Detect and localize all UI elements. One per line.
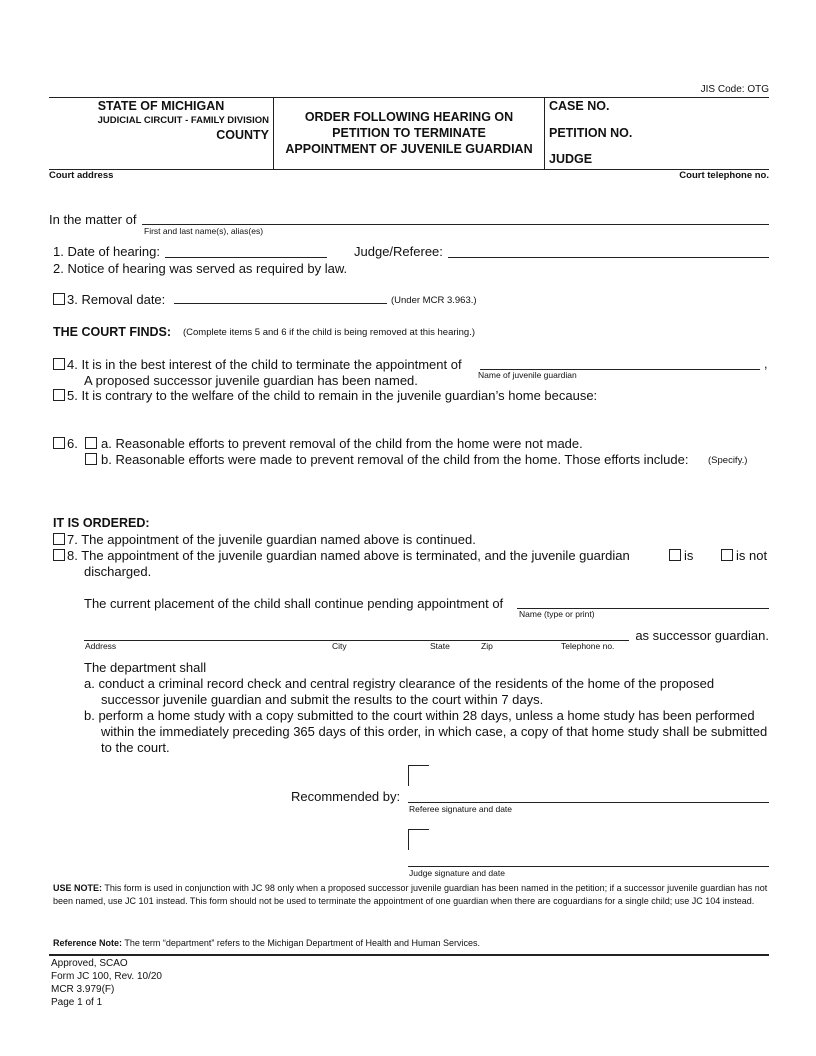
item8-checkbox[interactable] [53, 549, 65, 561]
reference-note-label: Reference Note: [53, 938, 123, 948]
item8-is-label: is [684, 548, 694, 563]
item7-checkbox[interactable] [53, 533, 65, 545]
header-top-rule [49, 97, 769, 98]
referee-signature-field[interactable] [408, 802, 769, 803]
state-label: STATE OF MICHIGAN [97, 99, 225, 113]
use-note-label: USE NOTE: [53, 883, 103, 893]
circuit-label: JUDICIAL CIRCUIT - FAMILY DIVISION [97, 115, 269, 126]
zip-sublabel: Zip [481, 641, 493, 651]
item4-checkbox[interactable] [53, 358, 65, 370]
header-divider-right [544, 97, 545, 169]
county-label: COUNTY [216, 128, 269, 142]
dept-a-line1: a. conduct a criminal record check and central registry clearance of the residents of the home of the proposed [84, 676, 715, 691]
item3-checkbox[interactable] [53, 293, 65, 305]
item6-checkbox[interactable] [53, 437, 65, 449]
placement-text: The current placement of the child shall continue pending appointment of [84, 596, 504, 611]
address-sublabel: Address [85, 641, 117, 651]
item6b-text: b. Reasonable efforts were made to prevent removal of the child from the home. Those efforts include: [101, 452, 689, 467]
form-title-line2: PETITION TO TERMINATE [332, 126, 486, 140]
case-no-label: CASE NO. [549, 99, 610, 113]
item3-note: (Under MCR 3.963.) [391, 295, 477, 306]
reference-note-text: The term “department” refers to the Michigan Department of Health and Human Services. [124, 938, 481, 948]
dept-a-line2: successor juvenile guardian and submit the results to the court within 7 days. [101, 692, 544, 707]
court-finds-note: (Complete items 5 and 6 if the child is being removed at this hearing.) [183, 327, 476, 338]
item6b-specify: (Specify.) [708, 455, 748, 466]
judge-referee-label: Judge/Referee: [354, 244, 443, 259]
item4-line1: 4. It is in the best interest of the child to terminate the appointment of [67, 357, 462, 372]
item3-label: 3. Removal date: [67, 292, 166, 307]
recommended-by-label: Recommended by: [291, 789, 401, 804]
item6a-checkbox[interactable] [85, 437, 97, 449]
item5-checkbox[interactable] [53, 389, 65, 401]
dept-b-line1: b. perform a home study with a copy submitted to the court within 28 days, unless a home study has been performed [84, 708, 755, 723]
matter-sublabel: First and last name(s), alias(es) [144, 226, 264, 236]
footer-form-number: Form JC 100, Rev. 10/20 [51, 971, 162, 982]
item4-comma: , [764, 357, 768, 371]
item6-number: 6. [67, 436, 78, 451]
use-note-text: This form is used in conjunction with JC 98 only when a proposed successor juvenile guardian has been named in the petition; if a successor juvenile guardian has not been named, use JC 101 instead. This form should not be used to terminate the appointment of one guardian when there are coguardians for a single child; use JC 104 instead. [53, 883, 768, 906]
item8-isnot-checkbox[interactable] [721, 549, 733, 561]
judge-label: JUDGE [549, 152, 593, 166]
form-title-line3: APPOINTMENT OF JUVENILE GUARDIAN [285, 142, 533, 156]
footer-approved: Approved, SCAO [51, 958, 128, 969]
hearing-date-field[interactable] [165, 257, 327, 258]
city-sublabel: City [332, 641, 347, 651]
footer-rule [49, 954, 769, 956]
reference-note [53, 937, 769, 950]
item7-text: 7. The appointment of the juvenile guardian named above is continued. [67, 532, 476, 547]
referee-signature-label: Referee signature and date [409, 804, 513, 814]
court-address-label: Court address [49, 170, 114, 181]
successor-address-field[interactable] [84, 640, 629, 641]
name-sublabel: Name (type or print) [519, 609, 595, 619]
item4-line2: A proposed successor juvenile guardian has been named. [84, 373, 418, 388]
judge-signature-label: Judge signature and date [409, 868, 505, 878]
footer-page: Page 1 of 1 [51, 997, 103, 1008]
court-telephone-label: Court telephone no. [679, 170, 769, 181]
judge-referee-field[interactable] [448, 257, 769, 258]
dept-b-line2: within the immediately preceding 365 days of this order, in which case, a copy of that home study shall be submitted [101, 724, 768, 739]
petition-no-label: PETITION NO. [549, 126, 633, 140]
jis-code: JIS Code: OTG [700, 84, 769, 95]
judge-signature-field[interactable] [408, 866, 769, 867]
dept-shall-text: The department shall [84, 660, 207, 675]
ordered-heading: IT IS ORDERED: [53, 516, 150, 530]
item8-continuation: discharged. [84, 564, 152, 579]
telephone-sublabel: Telephone no. [561, 641, 615, 651]
item8-text: 8. The appointment of the juvenile guardian named above is terminated, and the juvenile guardian [67, 548, 630, 563]
item4-sublabel: Name of juvenile guardian [478, 370, 577, 380]
state-sublabel: State [430, 641, 450, 651]
item6b-checkbox[interactable] [85, 453, 97, 465]
court-finds-heading: THE COURT FINDS: [53, 325, 172, 339]
use-note [53, 882, 769, 907]
item1-label: 1. Date of hearing: [53, 244, 160, 259]
removal-date-field[interactable] [174, 303, 387, 304]
header-bottom-rule [49, 169, 769, 170]
successor-guardian-text: as successor guardian. [635, 628, 769, 643]
footer-mcr: MCR 3.979(F) [51, 984, 115, 995]
referee-seal-corner [408, 765, 429, 786]
form-title-line1: ORDER FOLLOWING HEARING ON [304, 110, 514, 124]
item8-isnot-label: is not [736, 548, 768, 563]
item5-text: 5. It is contrary to the welfare of the child to remain in the juvenile guardian’s home because: [67, 388, 598, 403]
item6a-text: a. Reasonable efforts to prevent removal of the child from the home were not made. [101, 436, 583, 451]
judge-seal-corner [408, 829, 429, 850]
item8-is-checkbox[interactable] [669, 549, 681, 561]
dept-b-line3: to the court. [101, 740, 170, 755]
matter-name-field[interactable] [142, 224, 769, 225]
item2-text: 2. Notice of hearing was served as required by law. [53, 261, 348, 276]
matter-label: In the matter of [49, 212, 137, 227]
